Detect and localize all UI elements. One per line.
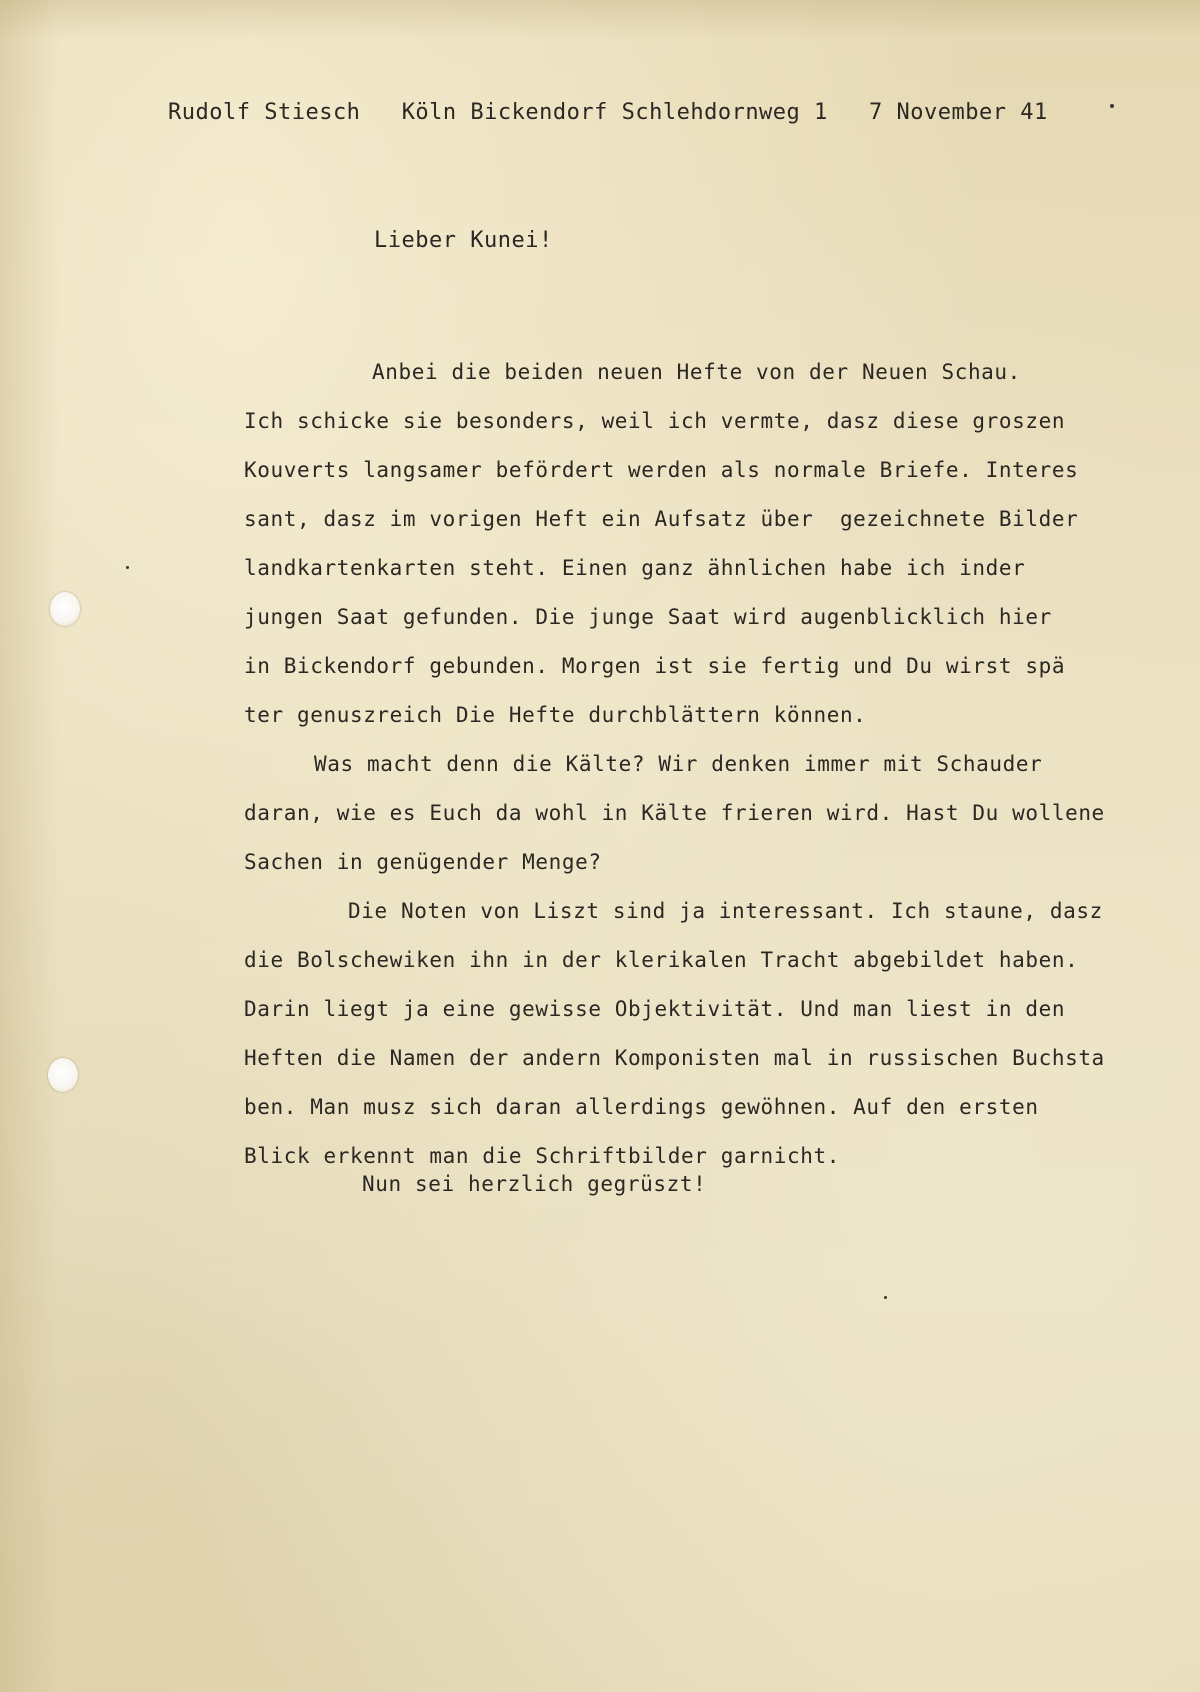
letter-date: 7 November 41 [869, 100, 1048, 125]
body-line: Kouverts langsamer befördert werden als normale Briefe. Interes [244, 458, 1079, 482]
body-line: Die Noten von Liszt sind ja interessant. Ich staune, dasz [348, 899, 1103, 923]
punch-hole-bottom [48, 1058, 78, 1092]
sender-name: Rudolf Stiesch [168, 100, 361, 125]
body-line: jungen Saat gefunden. Die junge Saat wird augenblicklich hier [244, 605, 1052, 629]
salutation: Lieber Kunei! [374, 228, 553, 253]
body-line: sant, dasz im vorigen Heft ein Aufsatz über gezeichnete Bilder [244, 507, 1079, 531]
body-line: Blick erkennt man die Schriftbilder garnicht. [244, 1144, 840, 1168]
body-line: landkartenkarten steht. Einen ganz ähnlichen habe ich inder [244, 556, 1026, 580]
body-line: Anbei die beiden neuen Hefte von der Neuen Schau. [372, 360, 1021, 384]
paper-speck [884, 1296, 887, 1299]
body-line: ter genuszreich Die Hefte durchblättern können. [244, 703, 867, 727]
body-line: Ich schicke sie besonders, weil ich vermte, dasz diese groszen [244, 409, 1066, 433]
letterhead [168, 100, 1048, 125]
punch-hole-top [50, 592, 80, 626]
closing-line: Nun sei herzlich gegrüszt! [362, 1172, 707, 1196]
paper-speck [1110, 104, 1114, 108]
body-line: daran, wie es Euch da wohl in Kälte frieren wird. Hast Du wollene [244, 801, 1105, 825]
paper-top-shading [0, 0, 1200, 40]
letter-body [244, 348, 1194, 1181]
body-line: Sachen in genügender Menge? [244, 850, 602, 874]
body-line: in Bickendorf gebunden. Morgen ist sie fertig und Du wirst spä [244, 654, 1066, 678]
sender-address: Köln Bickendorf Schlehdornweg 1 [401, 100, 828, 125]
paper-edge-shading [0, 0, 60, 1692]
body-line: die Bolschewiken ihn in der klerikalen Tracht abgebildet haben. [244, 948, 1079, 972]
body-line: Heften die Namen der andern Komponisten mal in russischen Buchsta [244, 1046, 1105, 1070]
body-line: ben. Man musz sich daran allerdings gewöhnen. Auf den ersten [244, 1095, 1039, 1119]
body-line: Was macht denn die Kälte? Wir denken immer mit Schauder [314, 752, 1043, 776]
body-line: Darin liegt ja eine gewisse Objektivität. Und man liest in den [244, 997, 1066, 1021]
paper-speck [126, 566, 129, 569]
